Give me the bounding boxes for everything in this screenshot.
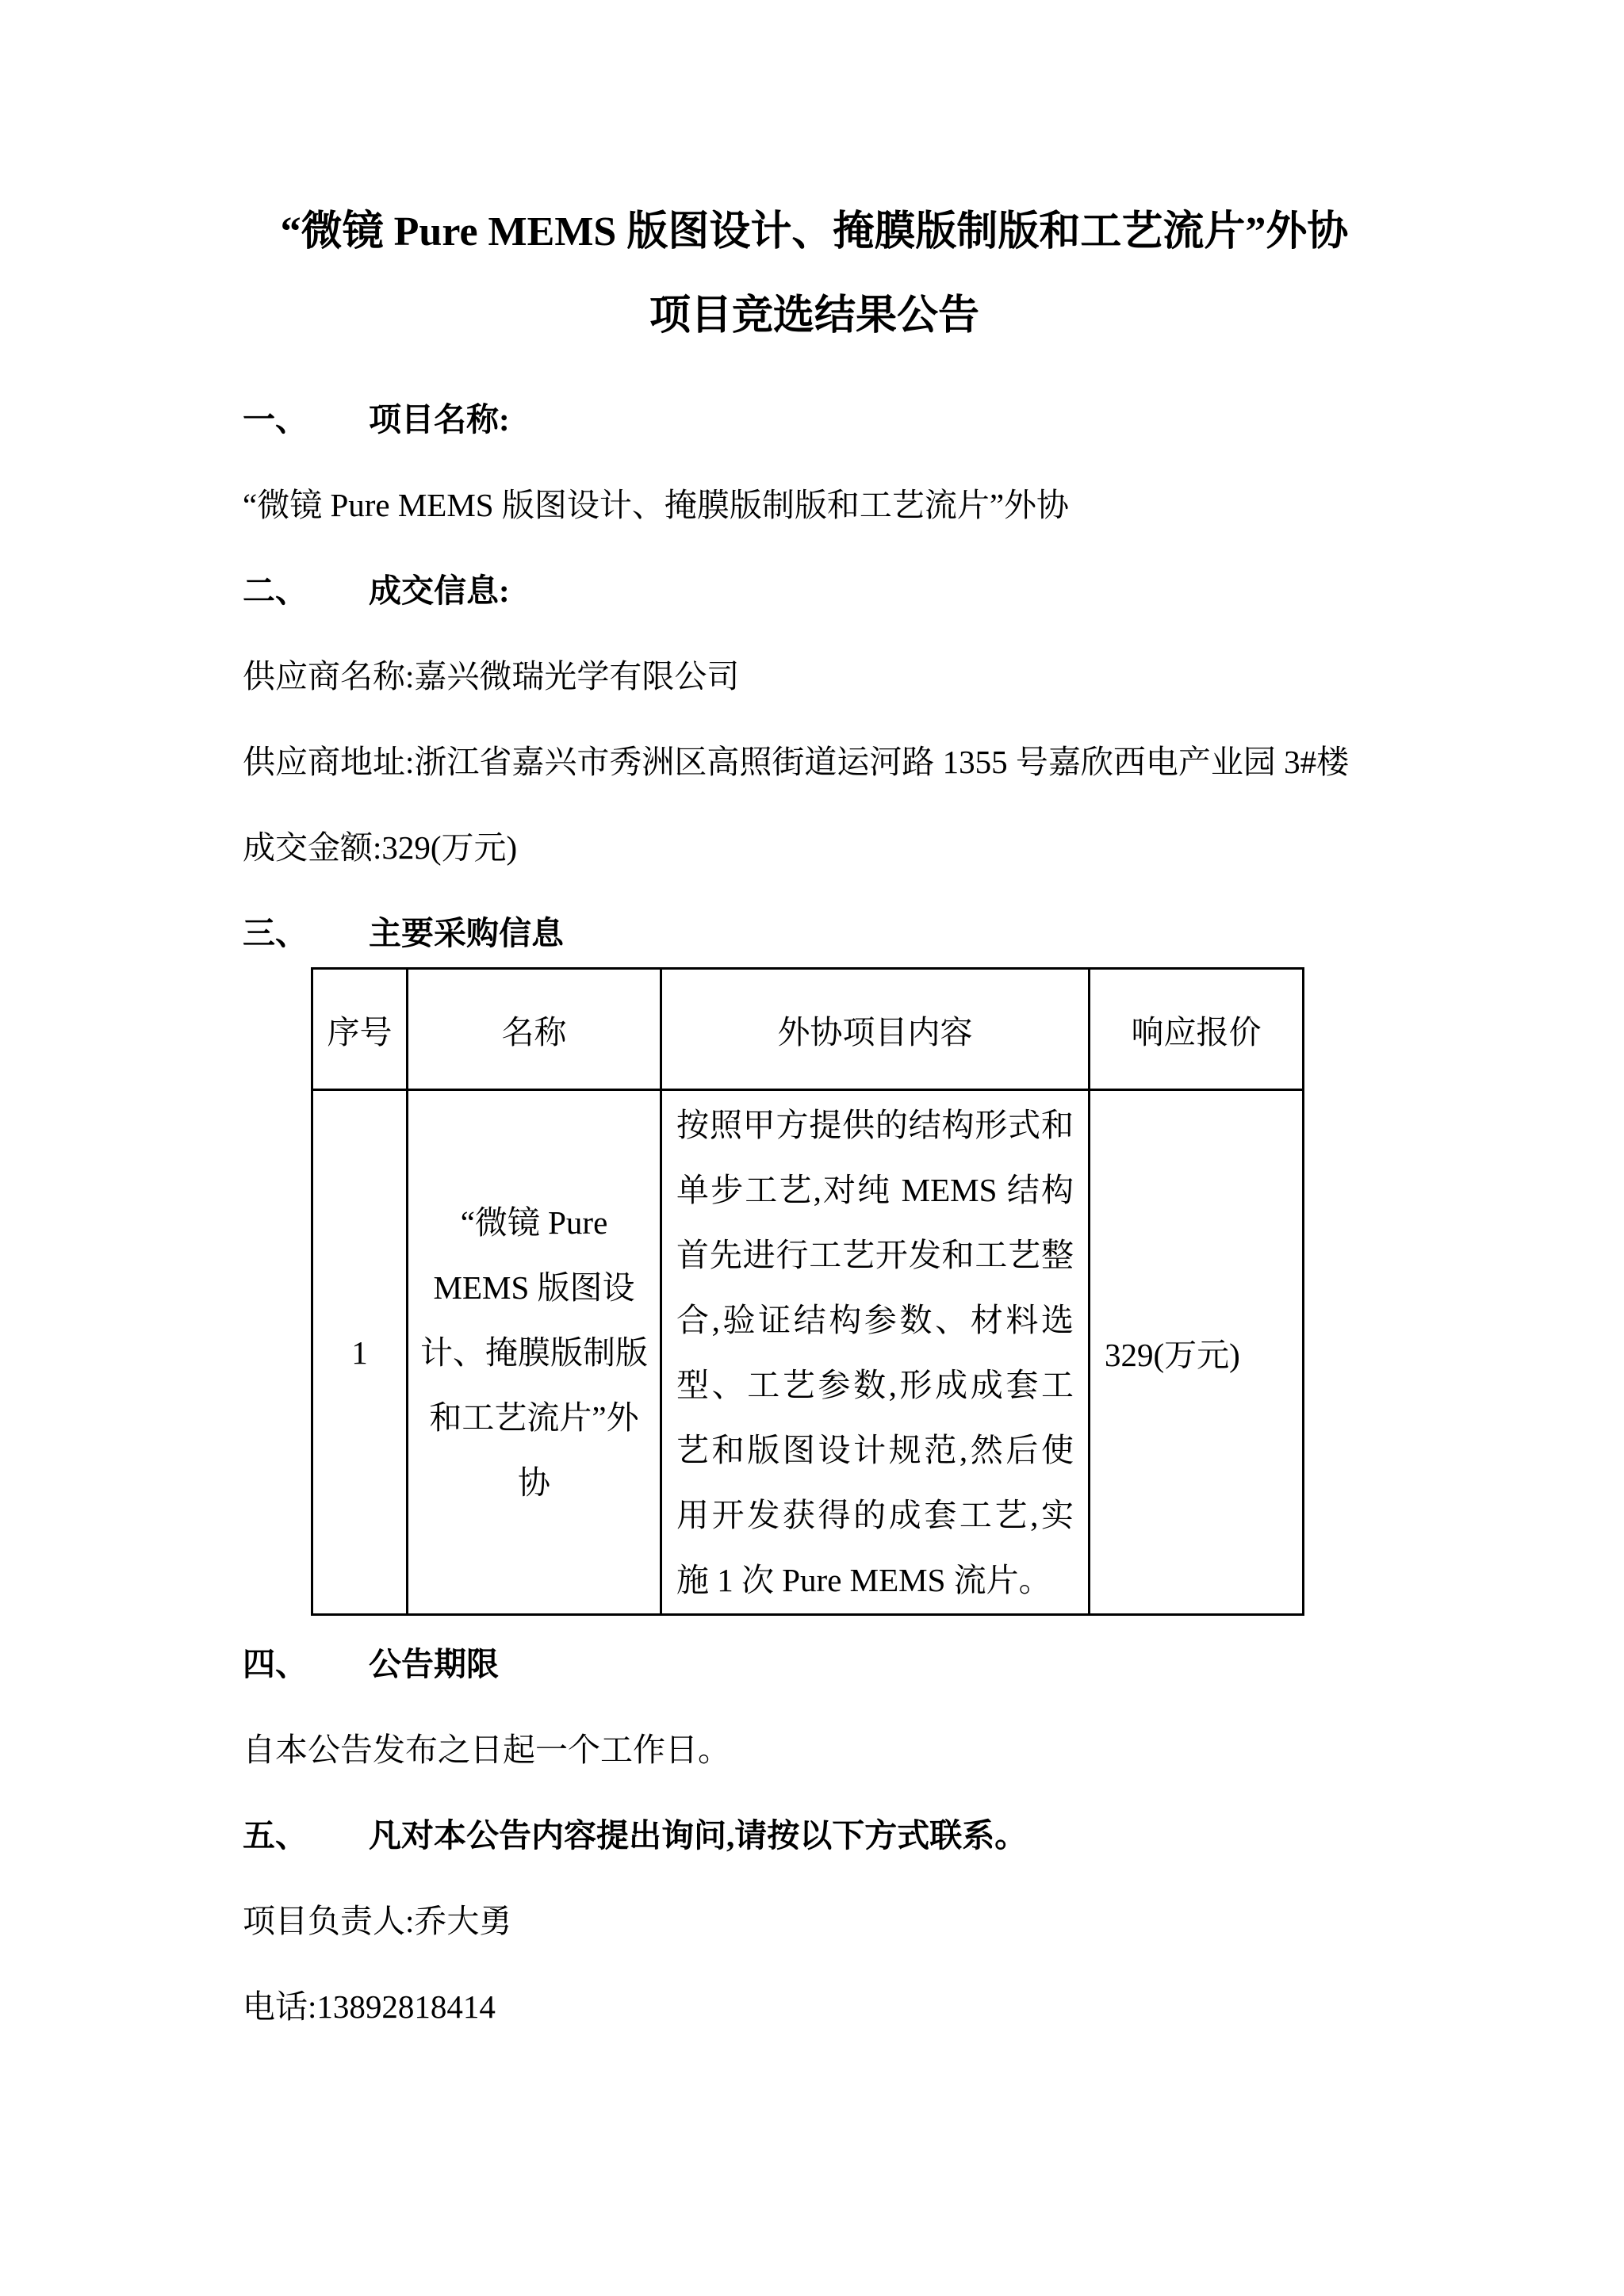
procurement-table [311,967,1304,1616]
section-3-title: 主要采购信息 [369,915,564,951]
section-1-heading [243,401,1386,438]
section-2-number: 二、 [243,572,308,609]
section-2-title: 成交信息: [369,572,510,609]
table-cell-content: 按照甲方提供的结构形式和单步工艺,对纯 MEMS 结构首先进行工艺开发和工艺整合,验证结构参数、材料选型、工艺参数,形成成套工艺和版图设计规范,然后使用开发获得的成套工艺,实施 1 次 Pure MEMS 流片。 [661,1090,1090,1615]
title-line-1: “微镜 Pure MEMS 版图设计、掩膜版制版和工艺流片”外协 [280,209,1349,254]
table-cell-name: “微镜 Pure MEMS 版图设计、掩膜版制版和工艺流片”外协 [408,1090,661,1615]
section-5-title: 凡对本公告内容提出询问,请按以下方式联系。 [369,1817,1028,1854]
table-cell-price: 329(万元) [1090,1090,1304,1615]
section-4-heading [243,1646,1386,1682]
section-2-heading [243,572,1386,609]
document-title [243,190,1386,358]
section-3-number: 三、 [243,915,308,951]
supplier-address-line: 供应商地址:浙江省嘉兴市秀洲区高照街道运河路 1355 号嘉欣西电产业园 3#楼 [243,744,1350,780]
contact-person-line: 项目负责人:乔大勇 [243,1903,512,1939]
project-name-paragraph: “微镜 Pure MEMS 版图设计、掩膜版制版和工艺流片”外协 [243,487,1070,523]
table-row [312,1090,1304,1615]
table-header-price: 响应报价 [1090,969,1304,1090]
section-1-number: 一、 [243,401,308,438]
table-header-content: 外协项目内容 [661,969,1090,1090]
deal-amount-line: 成交金额:329(万元) [243,829,518,866]
announcement-period-line: 自本公告发布之日起一个工作日。 [243,1732,730,1768]
section-4-number: 四、 [243,1646,308,1682]
table-header-row [312,969,1304,1090]
table-header-name: 名称 [408,969,661,1090]
phone-line: 电话:13892818414 [243,1988,496,2025]
title-line-2: 项目竞选结果公告 [649,293,979,339]
supplier-name-line: 供应商名称:嘉兴微瑞光学有限公司 [243,658,740,695]
section-5-heading [243,1817,1386,1854]
section-5-number: 五、 [243,1817,308,1854]
section-3-heading [243,915,1386,951]
table-cell-seq: 1 [312,1090,408,1615]
section-4-title: 公告期限 [369,1646,499,1682]
table-header-seq: 序号 [312,969,408,1090]
section-1-title: 项目名称: [369,401,510,438]
